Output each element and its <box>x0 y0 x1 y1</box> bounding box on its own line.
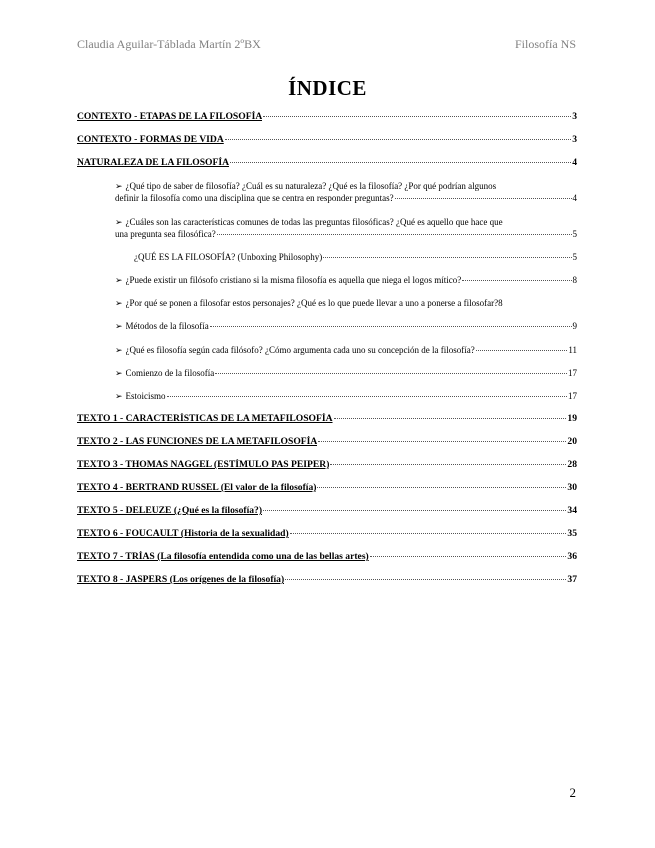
toc-entry-text: CONTEXTO - ETAPAS DE LA FILOSOFÍA <box>77 111 263 122</box>
dot-leader <box>263 116 571 117</box>
toc-page-number: 30 <box>567 482 577 493</box>
dot-leader <box>230 162 571 163</box>
toc-page-number: 17 <box>568 391 577 401</box>
toc-page-number: 5 <box>572 229 577 239</box>
toc-entry-text: ¿Por qué se ponen a filosofar estos personajes? ¿Qué es lo que puede llevar a uno a ponerse a filosofar? <box>125 298 499 308</box>
toc-page-number: 19 <box>567 413 577 424</box>
toc-page-number: 37 <box>567 574 577 585</box>
toc-page-number: 20 <box>567 436 577 447</box>
toc-entry-line-1 <box>115 180 577 192</box>
toc-entry[interactable] <box>77 413 577 425</box>
toc-entry-text: TEXTO 4 - BERTRAND RUSSEL (El valor de la filosofía) <box>77 482 317 493</box>
arrow-bullet-icon: ➢ <box>115 345 123 355</box>
toc-entry-text: ¿Puede existir un filósofo cristiano si la misma filosofía es aquella que niega el logos mítico? <box>125 275 462 285</box>
toc-entry[interactable] <box>115 390 577 402</box>
toc-entry-text: Comienzo de la filosofía <box>125 368 215 378</box>
toc-entry[interactable] <box>115 216 577 240</box>
toc-entry-line-2 <box>115 228 577 240</box>
dot-leader <box>323 257 571 258</box>
toc-entry[interactable] <box>115 297 577 309</box>
toc-entry[interactable] <box>115 320 577 332</box>
dot-leader <box>285 579 566 580</box>
dot-leader <box>476 350 568 351</box>
toc-entry-text: Estoicismo <box>125 391 166 401</box>
header-subject: Filosofía NS <box>514 37 576 51</box>
dot-leader <box>225 139 571 140</box>
toc-entry-text: ¿QUÉ ES LA FILOSOFÍA? (Unboxing Philosophy) <box>134 252 323 262</box>
toc-entry-text: TEXTO 7 - TRÍAS (La filosofía entendida como una de las bellas artes) <box>77 551 369 562</box>
header-author: Claudia Aguilar-Táblada Martín 2ºBX <box>77 37 261 51</box>
toc-entry-text: TEXTO 8 - JASPERS (Los orígenes de la filosofía) <box>77 574 285 585</box>
toc-entry-line-2 <box>115 192 577 204</box>
toc-entry[interactable] <box>77 505 577 517</box>
dot-leader <box>290 533 567 534</box>
dot-leader <box>317 487 566 488</box>
toc-entry[interactable] <box>134 251 577 263</box>
toc-page-number: 17 <box>568 368 577 378</box>
dot-leader <box>462 280 571 281</box>
toc-page-number: 35 <box>567 528 577 539</box>
toc-entry-text: ¿Qué es filosofía según cada filósofo? ¿Cómo argumenta cada uno su concepción de la filosofía? <box>125 345 475 355</box>
toc-entry-text: TEXTO 3 - THOMAS NAGGEL (ESTÍMULO PAS PEIPER) <box>77 459 330 470</box>
toc-entry[interactable] <box>115 274 577 286</box>
toc-entry[interactable] <box>77 134 577 146</box>
toc-entry-text: definir la filosofía como una disciplina que se centra en responder preguntas? <box>115 193 394 203</box>
toc-entry-text: ¿Qué tipo de saber de filosofía? ¿Cuál es su naturaleza? ¿Qué es la filosofía? ¿Por qué podrían algunos <box>125 181 497 191</box>
toc-entry-text: ¿Cuáles son las características comunes de todas las preguntas filosóficas? ¿Qué es aquello que hace que <box>125 217 503 227</box>
toc-page-number: 28 <box>567 459 577 470</box>
toc-entry[interactable] <box>77 111 577 123</box>
toc-page-number: 4 <box>572 193 577 203</box>
toc-entry-text: TEXTO 2 - LAS FUNCIONES DE LA METAFILOSOFÍA <box>77 436 318 447</box>
dot-leader <box>167 396 567 397</box>
toc-entry[interactable] <box>77 574 577 586</box>
toc-entry[interactable] <box>77 528 577 540</box>
toc-entry[interactable] <box>77 459 577 471</box>
toc-entry-text: TEXTO 5 - DELEUZE (¿Qué es la filosofía?) <box>77 505 263 516</box>
arrow-bullet-icon: ➢ <box>115 391 123 401</box>
toc-entry-text: NATURALEZA DE LA FILOSOFÍA <box>77 157 230 168</box>
toc-page-number: 4 <box>572 157 577 168</box>
toc-entry-text: TEXTO 1 - CARACTERÍSTICAS DE LA METAFILOSOFÍA <box>77 413 333 424</box>
toc-entry-text: TEXTO 6 - FOUCAULT (Historia de la sexualidad) <box>77 528 289 539</box>
toc-page-number: 34 <box>567 505 577 516</box>
toc-entry[interactable] <box>77 551 577 563</box>
dot-leader <box>318 441 566 442</box>
toc-page-number: 3 <box>572 134 577 145</box>
toc-entry-text: CONTEXTO - FORMAS DE VIDA <box>77 134 224 145</box>
toc-page-number: 9 <box>572 321 577 331</box>
toc-page-number: 5 <box>572 252 577 262</box>
dot-leader <box>330 464 566 465</box>
arrow-bullet-icon: ➢ <box>115 298 123 308</box>
toc-entry[interactable] <box>77 482 577 494</box>
dot-leader <box>217 234 572 235</box>
footer-page-number: 2 <box>569 785 576 800</box>
toc-entry[interactable] <box>115 180 577 204</box>
arrow-bullet-icon: ➢ <box>115 368 123 378</box>
dot-leader <box>370 556 567 557</box>
toc-entry-text: una pregunta sea filosófica? <box>115 229 216 239</box>
toc-page-number: 8 <box>572 275 577 285</box>
toc-page-number: 36 <box>567 551 577 562</box>
toc-entry-line-1 <box>115 216 577 228</box>
page-title: ÍNDICE <box>288 76 367 100</box>
page-header <box>77 37 576 52</box>
toc-page-number: 11 <box>568 345 577 355</box>
toc-page-number: 8 <box>498 298 503 308</box>
dot-leader <box>210 326 572 327</box>
arrow-bullet-icon: ➢ <box>115 181 123 191</box>
toc-entry[interactable] <box>115 344 577 356</box>
toc-entry[interactable] <box>77 436 577 448</box>
dot-leader <box>263 510 566 511</box>
arrow-bullet-icon: ➢ <box>115 275 123 285</box>
toc-page-number: 3 <box>572 111 577 122</box>
toc-entry-text: Métodos de la filosofía <box>125 321 209 331</box>
arrow-bullet-icon: ➢ <box>115 321 123 331</box>
dot-leader <box>334 418 567 419</box>
toc-entry[interactable] <box>115 367 577 379</box>
dot-leader <box>215 373 567 374</box>
toc-entry[interactable] <box>77 157 577 169</box>
dot-leader <box>395 198 572 199</box>
arrow-bullet-icon: ➢ <box>115 217 123 227</box>
